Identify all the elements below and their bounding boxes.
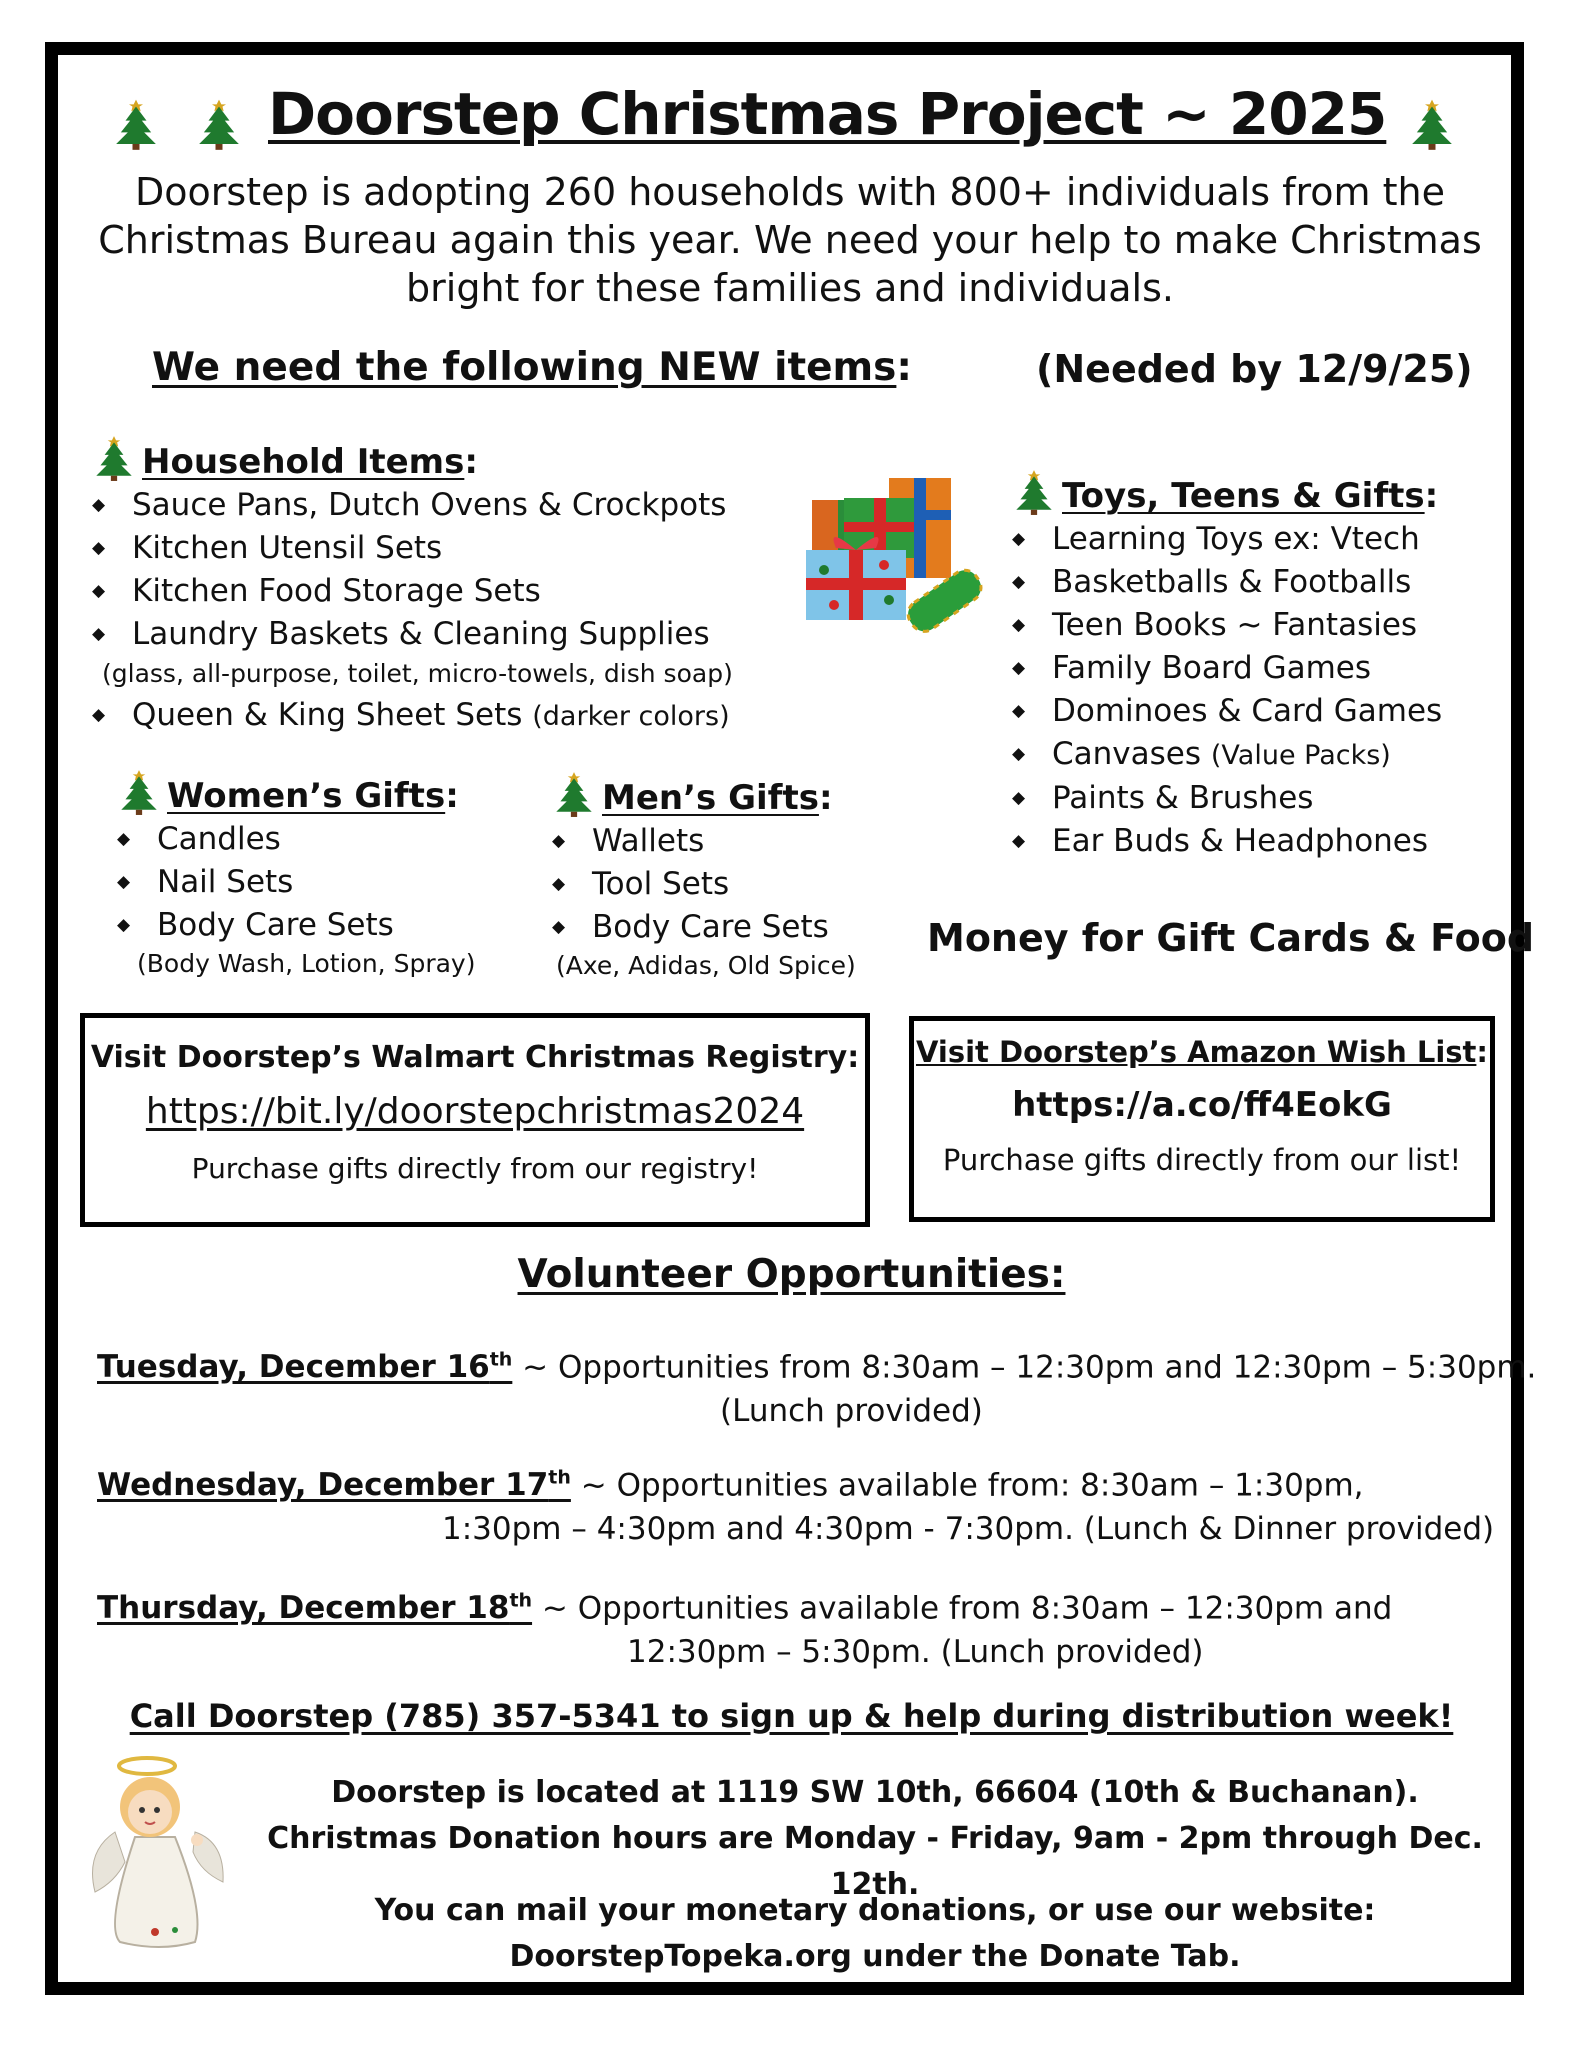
list-item: ◆ Kitchen Food Storage Sets bbox=[92, 570, 733, 613]
mail-line: You can mail your monetary donations, or use our website: bbox=[374, 1893, 1376, 1928]
list-item: ◆ Paints & Brushes bbox=[1012, 777, 1442, 820]
christmas-tree-icon bbox=[117, 766, 161, 816]
mens-heading: Men’s Gifts : bbox=[552, 768, 856, 818]
household-section bbox=[92, 432, 733, 738]
intro-line: Doorstep is adopting 260 households with 800+ individuals from the bbox=[134, 170, 1446, 214]
money-line: Money for Gift Cards & Food bbox=[927, 916, 1535, 960]
womens-section bbox=[117, 766, 475, 981]
signup-call-line: Call Doorstep (785) 357-5341 to sign up & help during distribution week! bbox=[129, 1697, 1454, 1735]
list-item: ◆ Ear Buds & Headphones bbox=[1012, 820, 1442, 863]
christmas-tree-icon bbox=[552, 768, 596, 818]
list-item: ◆ Laundry Baskets & Cleaning Supplies bbox=[92, 613, 733, 656]
mens-note: (Axe, Adidas, Old Spice) bbox=[556, 951, 856, 980]
list-item: ◆ Tool Sets bbox=[552, 863, 856, 906]
amazon-heading: Visit Doorstep’s Amazon Wish List: bbox=[915, 1035, 1489, 1069]
volunteer-day: Tuesday, December 16th ~ Opportunities from 8:30am – 12:30pm and 12:30pm – 5:30pm. (Lunch provided) bbox=[97, 1349, 1537, 1430]
needs-heading: We need the following NEW items: bbox=[152, 345, 912, 390]
amazon-note: Purchase gifts directly from our list! bbox=[942, 1143, 1462, 1177]
mail-donation-info bbox=[230, 1888, 1520, 1980]
mens-section bbox=[552, 768, 856, 983]
list-item: ◆ Teen Books ~ Fantasies bbox=[1012, 604, 1442, 647]
walmart-heading: Visit Doorstep’s Walmart Christmas Registry: bbox=[90, 1040, 860, 1075]
household-heading: Household Items : bbox=[92, 432, 733, 482]
list-item: ◆ Dominoes & Card Games bbox=[1012, 690, 1442, 733]
list-item: ◆ Candles bbox=[117, 818, 475, 861]
intro-paragraph bbox=[80, 168, 1500, 312]
walmart-note: Purchase gifts directly from our registry! bbox=[191, 1152, 759, 1185]
walmart-link[interactable]: https://bit.ly/doorstepchristmas2024 bbox=[145, 1091, 805, 1132]
christmas-tree-icon bbox=[195, 95, 243, 151]
angel-image bbox=[85, 1752, 245, 1952]
cleaning-note: (glass, all-purpose, toilet, micro-towels, dish soap) bbox=[102, 659, 733, 688]
toys-section bbox=[1012, 466, 1442, 863]
volunteer-heading: Volunteer Opportunities: bbox=[517, 1252, 1066, 1297]
volunteer-day: Thursday, December 18th ~ Opportunities available from 8:30am – 12:30pm and 12:30pm – 5:30pm. (Lunch provided) bbox=[97, 1590, 1393, 1671]
list-item: ◆ Basketballs & Footballs bbox=[1012, 561, 1442, 604]
list-item: ◆ Sauce Pans, Dutch Ovens & Crockpots bbox=[92, 484, 733, 527]
walmart-registry-box bbox=[80, 1013, 870, 1227]
christmas-tree-icon bbox=[1408, 95, 1456, 151]
list-item: ◆ Family Board Games bbox=[1012, 647, 1442, 690]
womens-note: (Body Wash, Lotion, Spray) bbox=[137, 949, 476, 978]
list-item: ◆ Wallets bbox=[552, 820, 856, 863]
website-line[interactable]: DoorstepTopeka.org under the Donate Tab. bbox=[509, 1939, 1241, 1974]
list-item: ◆ Nail Sets bbox=[117, 861, 475, 904]
amazon-wishlist-box bbox=[909, 1016, 1495, 1222]
intro-line: bright for these families and individuals. bbox=[406, 266, 1174, 310]
needed-by-date: (Needed by 12/9/25) bbox=[1036, 347, 1473, 391]
list-item: ◆ Canvases (Value Packs) bbox=[1012, 733, 1442, 777]
gift-stack-image bbox=[794, 470, 984, 640]
volunteer-day: Wednesday, December 17th ~ Opportunities available from: 8:30am – 1:30pm, 1:30pm – 4:30pm and 4:30pm - 7:30pm. (Lunch & Dinner provided) bbox=[97, 1467, 1495, 1548]
toys-heading: Toys, Teens & Gifts : bbox=[1012, 466, 1442, 516]
womens-heading: Women’s Gifts : bbox=[117, 766, 475, 816]
list-item: ◆ Body Care Sets bbox=[552, 906, 856, 949]
christmas-tree-icon bbox=[1012, 466, 1056, 516]
amazon-link[interactable]: https://a.co/ff4EokG bbox=[1012, 1085, 1392, 1125]
list-item: ◆ Kitchen Utensil Sets bbox=[92, 527, 733, 570]
intro-line: Christmas Bureau again this year. We need your help to make Christmas bbox=[98, 218, 1482, 262]
page-title: Doorstep Christmas Project ~ 2025 bbox=[268, 80, 1387, 148]
christmas-tree-icon bbox=[92, 432, 136, 482]
christmas-tree-icon bbox=[112, 95, 160, 151]
list-item: ◆ Queen & King Sheet Sets (darker colors) bbox=[92, 694, 733, 738]
list-item: ◆ Body Care Sets bbox=[117, 904, 475, 947]
donation-hours-line: Christmas Donation hours are Monday - Friday, 9am - 2pm through Dec. 12th. bbox=[267, 1821, 1483, 1902]
location-line: Doorstep is located at 1119 SW 10th, 66604 (10th & Buchanan). bbox=[331, 1775, 1419, 1810]
list-item: ◆ Learning Toys ex: Vtech bbox=[1012, 518, 1442, 561]
